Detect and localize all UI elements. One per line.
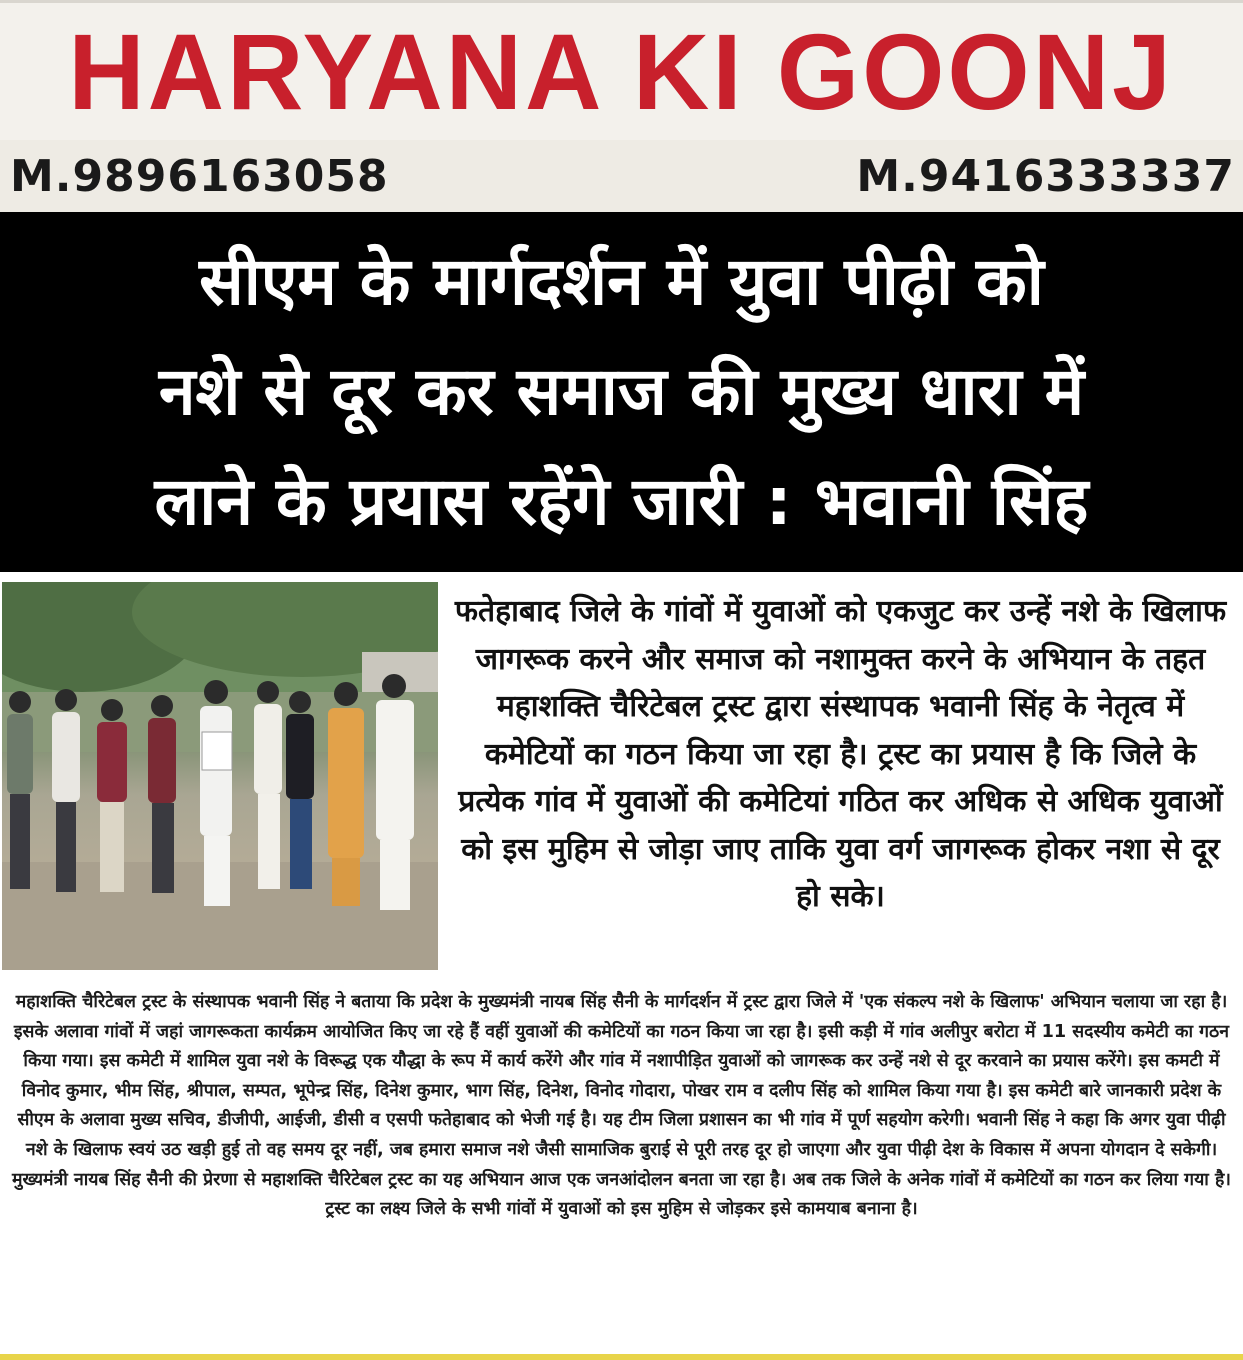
phone-left: M.9896163058	[10, 150, 389, 202]
newspaper-title: HARYANA KI GOONJ	[68, 10, 1175, 132]
lead-paragraph: फतेहाबाद जिले के गांवों में युवाओं को एकजुट कर उन्हें नशे के खिलाफ जागरूक करने और समाज को नशामुक्त करने के अभियान के तहत महाशक्ति चैरिटेबल ट्रस्ट द्वारा संस्थापक भवानी सिंह के नेतृत्व में कमेटियों का गठन किया जा रहा है। ट्रस्ट का प्रयास है कि जिले के प्रत्येक गांव में युवाओं की कमेटियां गठित कर अधिक से अधिक युवाओं को इस मुहिम से जोड़ा जाए ताकि युवा वर्ग जागरूक होकर नशा से दूर हो सके।	[454, 594, 1227, 914]
headline-banner	[0, 212, 1243, 572]
group-photo-icon	[2, 582, 438, 970]
contact-bar	[0, 140, 1243, 212]
bottom-divider	[0, 1354, 1243, 1360]
phone-right: M.9416333337	[856, 150, 1235, 202]
headline-line-3: लाने के प्रयास रहेंगे जारी : भवानी सिंह	[154, 463, 1089, 540]
masthead	[0, 0, 1243, 140]
headline-line-1: सीएम के मार्गदर्शन में युवा पीढ़ी को	[199, 243, 1044, 320]
article-body: महाशक्ति चैरिटेबल ट्रस्ट के संस्थापक भवानी सिंह ने बताया कि प्रदेश के मुख्यमंत्री नायब सिंह सैनी के मार्गदर्शन में ट्रस्ट द्वारा जिले में 'एक संकल्प नशे के खिलाफ' अभियान चलाया जा रहा है। इसके अलावा गांवों में जहां जागरूकता कार्यक्रम आयोजित किए जा रहे हैं वहीं युवाओं की कमेटियों का गठन किया जा रहा है। इसी कड़ी में गांव अलीपुर बरोटा में 11 सदस्यीय कमेटी का गठन किया गया। इस कमेटी में शामिल युवा नशे के विरूद्ध एक यौद्धा के रूप में कार्य करेंगे और गांव में नशापीड़ित युवाओं को जागरूक कर उन्हें नशे से दूर करवाने का प्रयास करेंगे। इस कमटी में विनोद कुमार, भीम सिंह, श्रीपाल, सम्पत, भूपेन्द्र सिंह, दिनेश कुमार, भाग सिंह, दिनेश, विनोद गोदारा, पोखर राम व दलीप सिंह को शामिल किया गया है। इस कमेटी बारे जानकारी प्रदेश के सीएम के अलावा मुख्य सचिव, डीजीपी, आईजी, डीसी व एसपी फतेहाबाद को भेजी गई है। यह टीम जिला प्रशासन का भी गांव में पूर्ण सहयोग करेगी। भवानी सिंह ने कहा कि अगर युवा पीढ़ी नशे के खिलाफ स्वयं उठ खड़ी हुई तो वह समय दूर नहीं, जब हमारा समाज नशे जैसी सामाजिक बुराई से पूरी तरह दूर हो जाएगा और युवा पीढ़ी देश के विकास में अपना योगदान दे सकेगी। मुख्यमंत्री नायब सिंह सैनी की प्रेरणा से महाशक्ति चैरिटेबल ट्रस्ट का यह अभियान आज एक जनआंदोलन बनता जा रहा है। अब तक जिले के अनेक गांवों में कमेटियों का गठन कर लिया गया है। ट्रस्ट का लक्ष्य जिले के सभी गांवों में युवाओं को इस मुहिम से जोड़कर इसे कामयाब बनाना है।	[12, 992, 1231, 1220]
headline-line-2: नशे से दूर कर समाज की मुख्य धारा में	[158, 353, 1085, 430]
